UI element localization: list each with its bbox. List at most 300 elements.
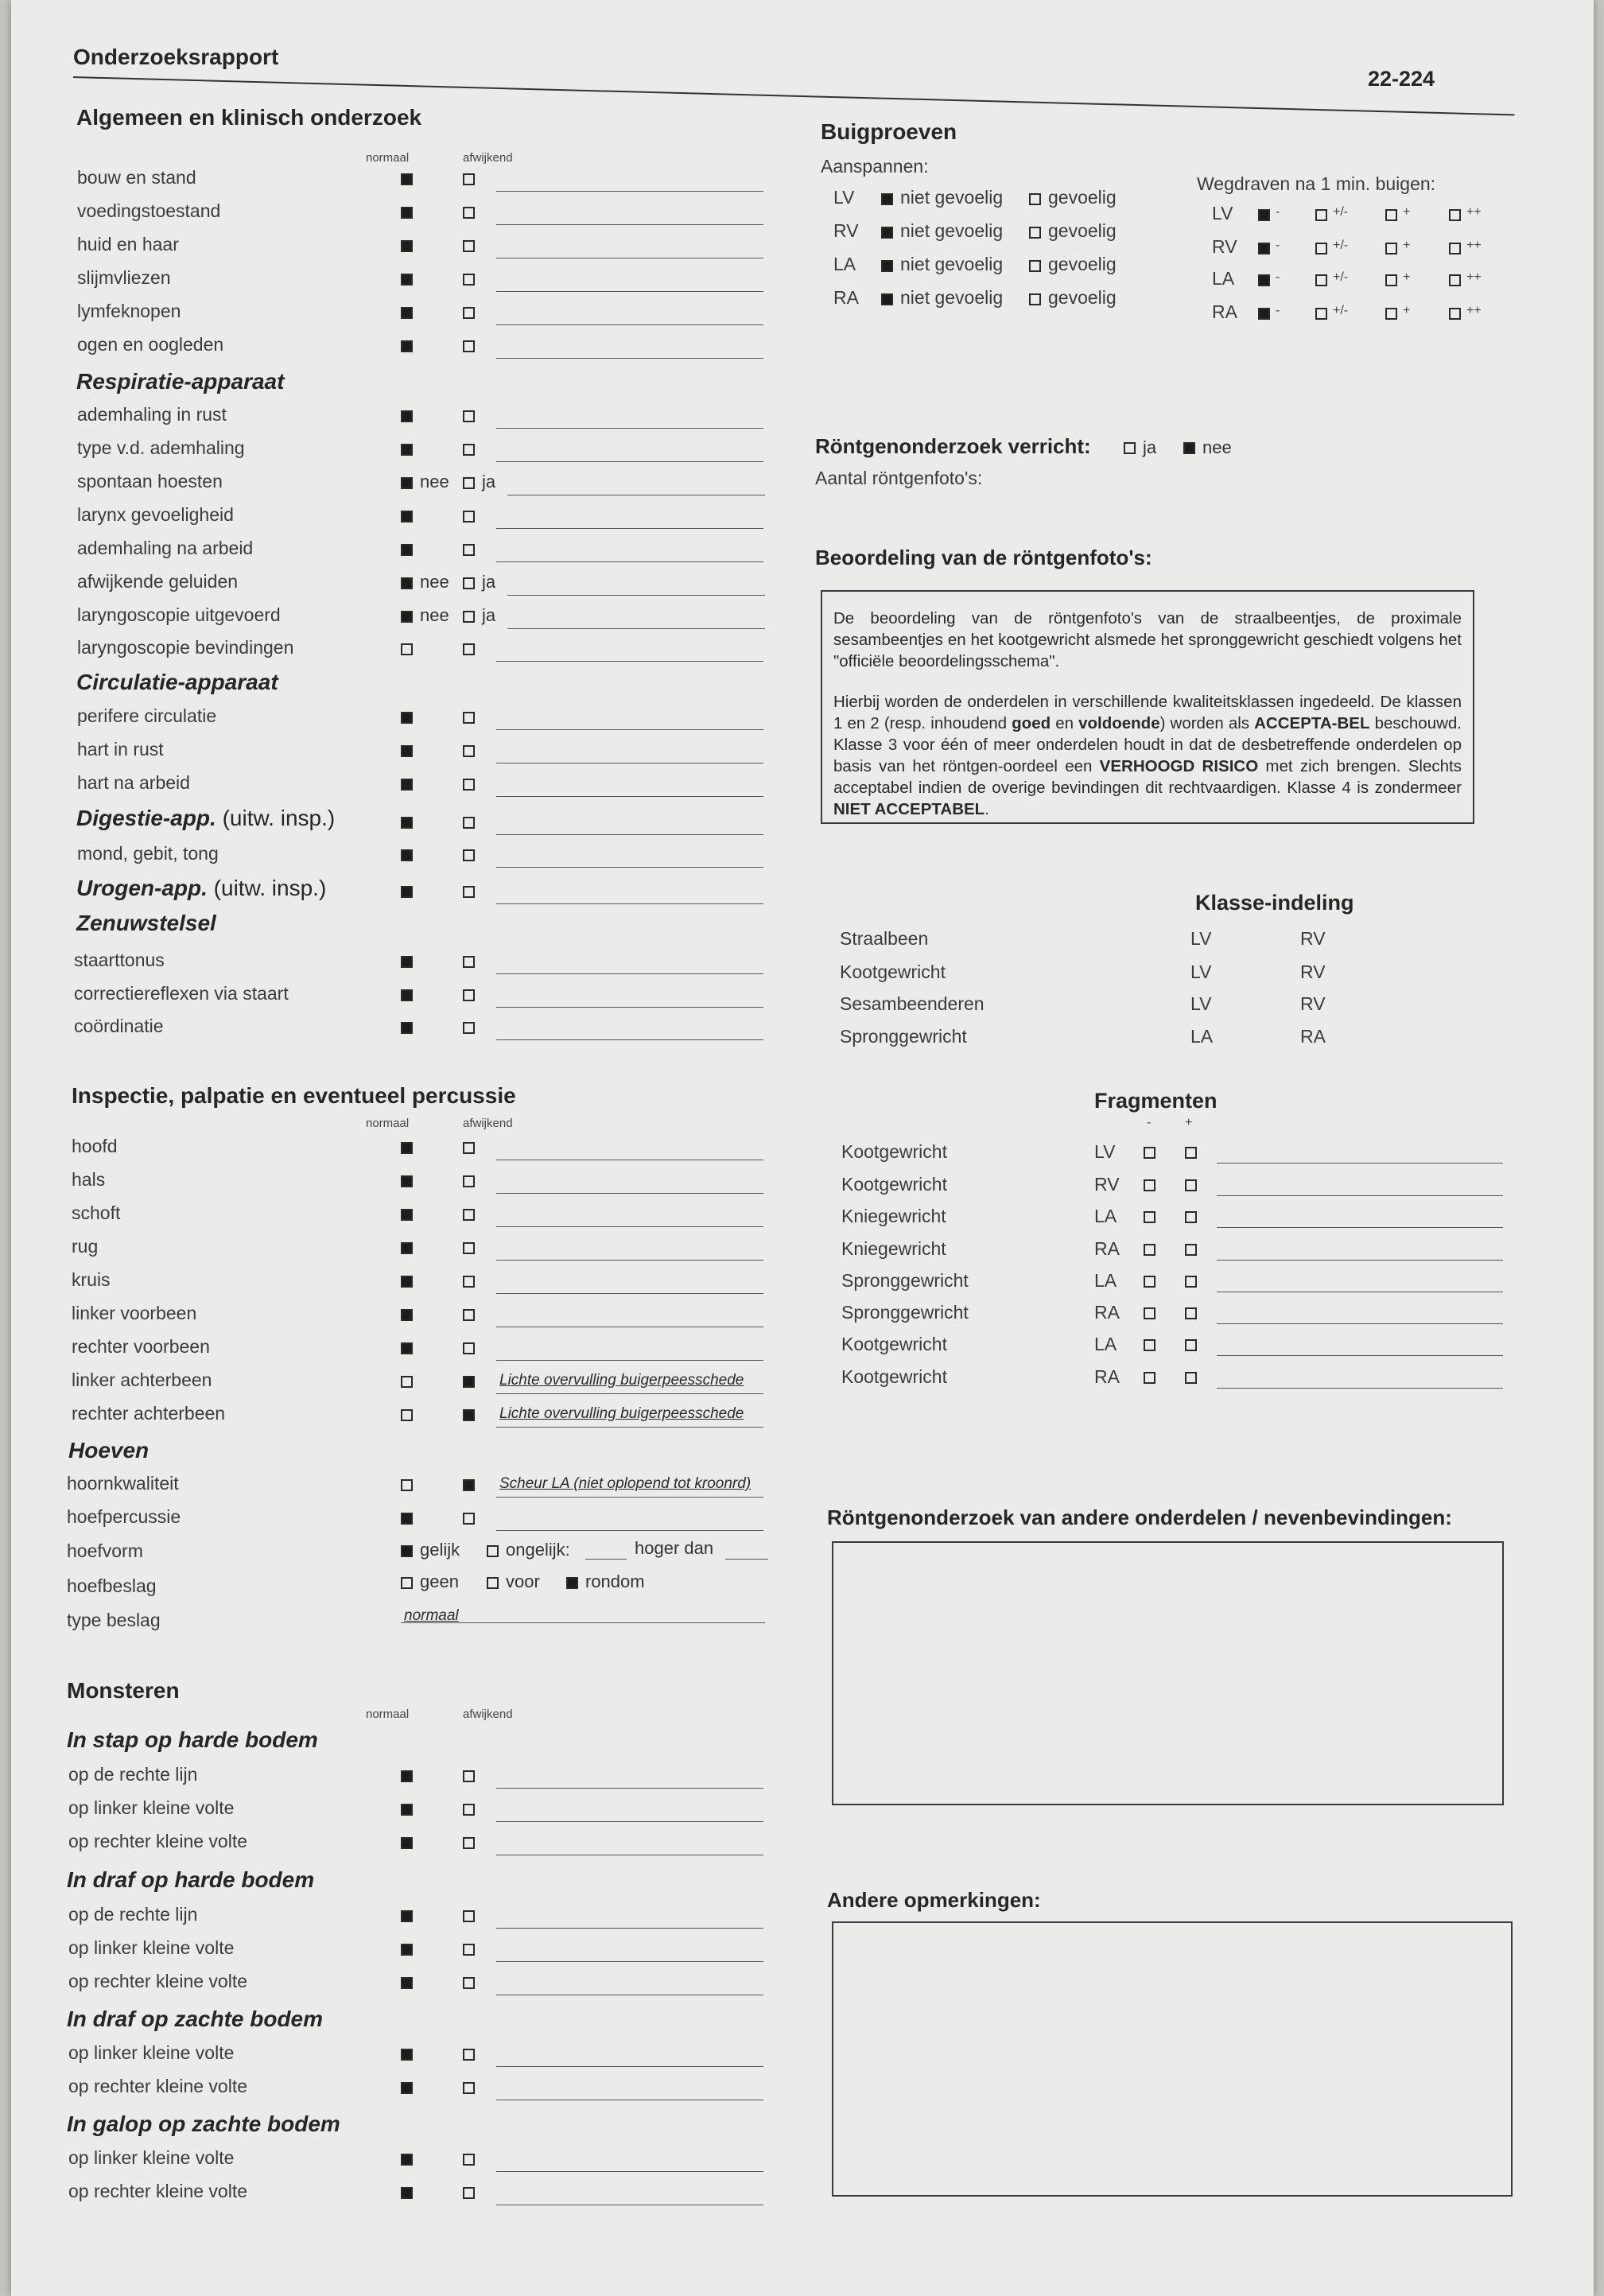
row-label: op rechter kleine volte [68, 1971, 248, 1991]
option-nee: nee [420, 472, 449, 491]
answer-line[interactable] [496, 528, 763, 529]
answer-line[interactable] [496, 428, 763, 429]
row-label: op rechter kleine volte [68, 2181, 248, 2201]
digestie-title-text: Digestie-app. [76, 806, 216, 830]
col-header-normaal: normaal [366, 151, 410, 165]
option-ja: ja [482, 605, 496, 625]
row-label: laryngoscopie bevindingen [77, 637, 294, 658]
option-ja: ja [482, 472, 496, 491]
wegdraven-option: + [1403, 304, 1411, 317]
klasse-right-leg: RV [1300, 928, 1326, 949]
fragment-leg: RV [1094, 1174, 1120, 1195]
row-label: bouw en stand [77, 167, 196, 188]
checkbox-afwijkend[interactable] [463, 444, 475, 456]
checkbox-afwijkend[interactable] [463, 1209, 475, 1221]
section-title-opmerkingen: Andere opmerkingen: [827, 1888, 1041, 1912]
answer-line[interactable] [496, 1226, 763, 1227]
answer-line[interactable] [507, 595, 765, 596]
checkbox-fragment-minus[interactable] [1144, 1339, 1155, 1351]
checkbox-normaal[interactable] [401, 544, 413, 556]
answer-line[interactable] [496, 358, 763, 359]
checkbox-wegdraven[interactable] [1385, 209, 1397, 221]
checkbox-fragment-minus[interactable] [1144, 1307, 1155, 1319]
checkbox-normaal[interactable] [401, 886, 413, 898]
fragment-line[interactable] [1217, 1227, 1503, 1228]
answer-line[interactable] [496, 661, 763, 662]
checkbox-afwijkend[interactable] [463, 745, 475, 757]
klasse-row-label: Kootgewricht [840, 962, 946, 982]
checkbox-normaal[interactable] [401, 643, 413, 655]
checkbox-afwijkend[interactable] [463, 2049, 475, 2061]
beoordeling-text-h: VERHOOGD RISICO [1099, 757, 1259, 775]
option-rondom: rondom [585, 1571, 645, 1591]
checkbox-normaal[interactable] [401, 511, 413, 523]
fragment-row-label: Kniegewricht [841, 1238, 946, 1259]
beoordeling-text-j: NIET ACCEPTABEL [833, 800, 985, 818]
section-title-beoordeling: Beoordeling van de röntgenfoto's: [815, 546, 1152, 569]
checkbox-wegdraven[interactable] [1449, 274, 1461, 286]
answer-line[interactable] [496, 1193, 763, 1194]
checkbox-normaal[interactable] [401, 1479, 413, 1491]
checkbox-wegdraven[interactable] [1385, 274, 1397, 286]
option-gevoelig: gevoelig [1048, 187, 1117, 208]
answer-line[interactable] [496, 1393, 763, 1394]
checkbox-normaal[interactable] [401, 1944, 413, 1956]
leg-label: RV [1212, 236, 1237, 257]
checkbox-fragment-plus[interactable] [1185, 1244, 1197, 1256]
checkbox-geen[interactable] [401, 1577, 413, 1589]
row-label: ademhaling in rust [77, 404, 227, 425]
checkbox-normaal[interactable] [401, 274, 413, 286]
fragment-leg: RA [1094, 1366, 1120, 1387]
checkbox-rontgen-ja[interactable] [1124, 442, 1136, 454]
checkbox-fragment-minus[interactable] [1144, 1211, 1155, 1223]
section-title-zenuwstelsel: Zenuwstelsel [76, 911, 216, 935]
checkbox-normaal[interactable] [401, 444, 413, 456]
leg-label: LA [833, 254, 856, 274]
fragment-row-label: Kootgewricht [841, 1334, 947, 1354]
checkbox-normaal[interactable] [401, 1022, 413, 1034]
row-label: linker voorbeen [72, 1303, 197, 1323]
answer-line[interactable] [496, 324, 763, 325]
checkbox-afwijkend[interactable] [463, 1513, 475, 1525]
urogen-title-text: Urogen-app. [76, 876, 208, 900]
klasse-left-leg: LA [1190, 1026, 1214, 1047]
checkbox-normaal[interactable] [401, 1309, 413, 1321]
wegdraven-option: - [1276, 205, 1280, 219]
answer-line[interactable] [496, 1260, 763, 1261]
wegdraven-option: + [1403, 205, 1411, 219]
answer-line[interactable] [496, 1007, 763, 1008]
row-label: hoofd [72, 1136, 118, 1156]
klasse-row-label: Straalbeen [840, 928, 929, 949]
checkbox-normaal[interactable] [401, 817, 413, 829]
checkbox-afwijkend[interactable] [463, 1342, 475, 1354]
row-label: hoefvorm [67, 1540, 143, 1561]
checkbox-afwijkend[interactable] [463, 1242, 475, 1254]
checkbox-wegdraven[interactable] [1449, 243, 1461, 254]
section-title-buigproeven: Buigproeven [821, 119, 957, 144]
checkbox-normaal[interactable] [401, 1242, 413, 1254]
checkbox-normaal[interactable] [401, 340, 413, 352]
row-label: type v.d. ademhaling [77, 437, 245, 458]
urogen-suffix: (uitw. insp.) [213, 876, 327, 900]
option-nee: nee [1202, 437, 1232, 457]
checkbox-afwijkend[interactable] [463, 886, 475, 898]
checkbox-afwijkend[interactable] [463, 1837, 475, 1849]
checkbox-afwijkend[interactable] [463, 340, 475, 352]
checkbox-afwijkend[interactable] [463, 1409, 475, 1421]
answer-line[interactable] [496, 191, 763, 192]
row-label: hoornkwaliteit [67, 1473, 179, 1494]
checkbox-wegdraven[interactable] [1315, 274, 1327, 286]
checkbox-wegdraven[interactable] [1258, 209, 1270, 221]
section-title-algemeen: Algemeen en klinisch onderzoek [76, 105, 422, 130]
checkbox-fragment-plus[interactable] [1185, 1147, 1197, 1159]
hoger-dan-line[interactable] [725, 1559, 768, 1560]
checkbox-afwijkend[interactable] [463, 1022, 475, 1034]
checkbox-normaal[interactable] [401, 1376, 413, 1388]
row-label: rechter achterbeen [72, 1403, 226, 1424]
col-header-afwijkend: afwijkend [463, 1707, 513, 1721]
row-label: spontaan hoesten [77, 471, 223, 491]
answer-line[interactable] [496, 224, 763, 225]
checkbox-normaal[interactable] [401, 1910, 413, 1922]
checkbox-wegdraven[interactable] [1258, 308, 1270, 320]
answer-line[interactable] [496, 1497, 763, 1498]
section-title-fragmenten: Fragmenten [1094, 1089, 1218, 1113]
row-label: hoefbeslag [67, 1575, 157, 1596]
fragment-row-label: Kootgewricht [841, 1141, 947, 1162]
checkbox-fragment-minus[interactable] [1144, 1372, 1155, 1384]
checkbox-afwijkend[interactable] [463, 173, 475, 185]
answer-line[interactable] [496, 561, 763, 562]
answer-line[interactable] [496, 2066, 763, 2067]
answer-line[interactable] [496, 973, 763, 974]
checkbox-afwijkend[interactable] [463, 1804, 475, 1816]
answer-line[interactable] [496, 903, 763, 904]
checkbox-afwijkend[interactable] [463, 989, 475, 1001]
checkbox-normaal[interactable] [401, 1513, 413, 1525]
wegdraven-option: +/- [1333, 304, 1349, 317]
row-label: hart in rust [77, 739, 164, 760]
checkbox-wegdraven[interactable] [1258, 274, 1270, 286]
row-label: op rechter kleine volte [68, 2076, 248, 2096]
option-gevoelig: gevoelig [1048, 254, 1117, 274]
checkbox-afwijkend[interactable] [463, 544, 475, 556]
row-label: hoefpercussie [67, 1506, 181, 1527]
section-title-klasse: Klasse-indeling [1195, 891, 1354, 915]
checkbox-normaal[interactable] [401, 240, 413, 252]
answer-line[interactable] [496, 729, 763, 730]
checkbox-gevoelig[interactable] [1029, 293, 1041, 305]
checkbox-niet-gevoelig[interactable] [881, 260, 893, 272]
col-header-normaal: normaal [366, 1707, 410, 1721]
checkbox-gelijk[interactable] [401, 1545, 413, 1557]
checkbox-fragment-plus[interactable] [1185, 1179, 1197, 1191]
checkbox-wegdraven[interactable] [1315, 243, 1327, 254]
answer-line[interactable] [496, 1360, 763, 1361]
checkbox-afwijkend[interactable] [463, 2187, 475, 2199]
klasse-right-leg: RA [1300, 1026, 1326, 1047]
checkbox-wegdraven[interactable] [1385, 243, 1397, 254]
report-number: 22-224 [1368, 67, 1435, 91]
col-header-normaal: normaal [366, 1117, 410, 1130]
section-title-urogen [76, 876, 326, 901]
row-label: perifere circulatie [77, 705, 217, 726]
wegdraven-option: + [1403, 239, 1411, 252]
fragment-row-label: Spronggewricht [841, 1302, 969, 1323]
checkbox-afwijkend[interactable] [463, 511, 475, 523]
checkbox-rondom[interactable] [566, 1577, 578, 1589]
beoordeling-paragraph-1: De beoordeling van de röntgenfoto's van de straalbeentjes, de proximale sesambeentjes en het kootgewricht alsmede het spronggewricht geschiedt volgens het "officiële beoordelingsschema". [833, 609, 1462, 670]
beoordeling-paragraph-2 [833, 691, 1462, 820]
checkbox-normaal[interactable] [401, 1770, 413, 1782]
answer-line[interactable] [496, 1039, 763, 1040]
checkbox-normaal[interactable] [401, 779, 413, 791]
checkbox-afwijkend[interactable] [463, 1376, 475, 1388]
checkbox-afwijkend[interactable] [463, 849, 475, 861]
klasse-left-leg: LV [1190, 962, 1212, 982]
option-voor: voor [506, 1571, 540, 1591]
fragment-leg: LA [1094, 1270, 1117, 1291]
checkbox-ja[interactable] [463, 477, 475, 489]
beoordeling-text-a: Hierbij worden de onderdelen in verschillende kwaliteitsklassen ingedeeld. De klassen 1 en 2 (resp. inhoudend [833, 693, 1462, 732]
page-title: Onderzoeksrapport [73, 45, 279, 69]
checkbox-normaal[interactable] [401, 2082, 413, 2094]
monster-group-title: In galop op zachte bodem [67, 2111, 340, 2136]
checkbox-normaal[interactable] [401, 745, 413, 757]
checkbox-fragment-minus[interactable] [1144, 1276, 1155, 1288]
klasse-right-leg: RV [1300, 993, 1326, 1014]
section-title-monsteren: Monsteren [67, 1678, 180, 1703]
checkbox-fragment-minus[interactable] [1144, 1244, 1155, 1256]
fragment-line[interactable] [1217, 1388, 1503, 1389]
checkbox-afwijkend[interactable] [463, 1479, 475, 1491]
option-gelijk: gelijk [420, 1540, 460, 1560]
answer-line[interactable] [507, 628, 765, 629]
checkbox-afwijkend[interactable] [463, 2082, 475, 2094]
wegdraven-option: - [1276, 239, 1280, 252]
checkbox-voor[interactable] [487, 1577, 499, 1589]
checkbox-normaal[interactable] [401, 2049, 413, 2061]
beoordeling-box [821, 590, 1474, 824]
option-gevoelig: gevoelig [1048, 287, 1117, 308]
fragment-line[interactable] [1217, 1195, 1503, 1196]
checkbox-wegdraven[interactable] [1315, 209, 1327, 221]
checkbox-afwijkend[interactable] [463, 307, 475, 319]
fragment-leg: RA [1094, 1238, 1120, 1259]
checkbox-wegdraven[interactable] [1258, 243, 1270, 254]
row-label: rechter voorbeen [72, 1336, 210, 1357]
answer-line[interactable] [496, 1928, 763, 1929]
wegdraven-option: + [1403, 270, 1411, 284]
checkbox-normaal[interactable] [401, 307, 413, 319]
checkbox-afwijkend[interactable] [463, 817, 475, 829]
checkbox-afwijkend[interactable] [463, 274, 475, 286]
row-label: type beslag [67, 1610, 161, 1630]
opmerkingen-box[interactable] [832, 1921, 1513, 2197]
row-label: laryngoscopie uitgevoerd [77, 604, 281, 625]
checkbox-wegdraven[interactable] [1315, 308, 1327, 320]
checkbox-fragment-plus[interactable] [1185, 1211, 1197, 1223]
answer-line[interactable] [496, 834, 763, 835]
beoordeling-text-c: en [1051, 714, 1079, 732]
checkbox-afwijkend[interactable] [463, 779, 475, 791]
answer-line[interactable] [496, 1427, 763, 1428]
option-niet-gevoelig: niet gevoelig [900, 220, 1004, 241]
beoordeling-text-b: goed [1012, 714, 1051, 732]
checkbox-gevoelig[interactable] [1029, 260, 1041, 272]
checkbox-normaal[interactable] [401, 1175, 413, 1187]
fragment-line[interactable] [1217, 1260, 1503, 1261]
checkbox-normaal[interactable] [401, 712, 413, 724]
checkbox-niet-gevoelig[interactable] [881, 227, 893, 239]
checkbox-normaal[interactable] [401, 173, 413, 185]
leg-label: LV [1212, 203, 1233, 223]
nevenbevindingen-box[interactable] [832, 1541, 1504, 1805]
row-label: mond, gebit, tong [77, 843, 219, 864]
wegdraven-option: ++ [1466, 270, 1482, 284]
checkbox-normaal[interactable] [401, 1409, 413, 1421]
checkbox-afwijkend[interactable] [463, 1910, 475, 1922]
row-label: larynx gevoeligheid [77, 504, 234, 525]
checkbox-ja[interactable] [463, 577, 475, 589]
answer-line[interactable] [496, 291, 763, 292]
answer-line[interactable] [496, 1293, 763, 1294]
checkbox-fragment-plus[interactable] [1185, 1372, 1197, 1384]
answer-line[interactable] [496, 1530, 763, 1531]
option-niet-gevoelig: niet gevoelig [900, 287, 1004, 308]
beoordeling-text-i: met zich brengen. Slechts acceptabel indien de overige bevindingen dit rechtvaardigen. Klasse 4 is zondermeer [833, 757, 1462, 797]
checkbox-normaal[interactable] [401, 956, 413, 968]
checkbox-ja[interactable] [463, 611, 475, 623]
checkbox-afwijkend[interactable] [463, 1309, 475, 1321]
checkbox-fragment-minus[interactable] [1144, 1147, 1155, 1159]
checkbox-afwijkend[interactable] [463, 2154, 475, 2166]
checkbox-nee[interactable] [401, 477, 413, 489]
checkbox-fragment-plus[interactable] [1185, 1276, 1197, 1288]
aanspannen-label: Aanspannen: [821, 156, 929, 177]
row-label: op linker kleine volte [68, 1937, 235, 1958]
checkbox-nee[interactable] [401, 611, 413, 623]
klasse-row-label: Spronggewricht [840, 1026, 967, 1047]
answer-line[interactable] [496, 2171, 763, 2172]
checkbox-wegdraven[interactable] [1385, 308, 1397, 320]
fragment-leg: LA [1094, 1206, 1117, 1226]
row-label: op linker kleine volte [68, 2147, 235, 2168]
checkbox-afwijkend[interactable] [463, 1276, 475, 1288]
fragmenten-plus-header: + [1185, 1116, 1193, 1129]
checkbox-wegdraven[interactable] [1449, 308, 1461, 320]
checkbox-gevoelig[interactable] [1029, 227, 1041, 239]
checkbox-normaal[interactable] [401, 1837, 413, 1849]
checkbox-normaal[interactable] [401, 1142, 413, 1154]
answer-line[interactable] [496, 1821, 763, 1822]
finding-note: Scheur LA (niet oplopend tot kroonrd) [499, 1475, 752, 1492]
checkbox-niet-gevoelig[interactable] [881, 293, 893, 305]
checkbox-afwijkend[interactable] [463, 1944, 475, 1956]
checkbox-ongelijk[interactable] [487, 1545, 499, 1557]
row-label: hals [72, 1169, 106, 1190]
checkbox-gevoelig[interactable] [1029, 193, 1041, 205]
checkbox-afwijkend[interactable] [463, 1770, 475, 1782]
beoordeling-text-f: ACCEPTA-BEL [1254, 714, 1370, 732]
row-label: op rechter kleine volte [68, 1831, 248, 1851]
monster-group-title: In stap op harde bodem [67, 1727, 318, 1752]
checkbox-wegdraven[interactable] [1449, 209, 1461, 221]
finding-note: Lichte overvulling buigerpeesschede [499, 1372, 744, 1389]
checkbox-afwijkend[interactable] [463, 207, 475, 219]
fragment-line[interactable] [1217, 1163, 1503, 1164]
checkbox-fragment-minus[interactable] [1144, 1179, 1155, 1191]
checkbox-normaal[interactable] [401, 1209, 413, 1221]
answer-line[interactable] [496, 867, 763, 868]
checkbox-afwijkend[interactable] [463, 1977, 475, 1989]
option-niet-gevoelig: niet gevoelig [900, 187, 1004, 208]
row-label: op de rechte lijn [68, 1904, 198, 1925]
beoordeling-text-d: voldoende [1078, 714, 1160, 732]
option-nee: nee [420, 605, 449, 625]
checkbox-afwijkend[interactable] [463, 1142, 475, 1154]
checkbox-normaal[interactable] [401, 1804, 413, 1816]
section-title-andere-onderdelen: Röntgenonderzoek van andere onderdelen / nevenbevindingen: [827, 1505, 1452, 1529]
checkbox-normaal[interactable] [401, 1276, 413, 1288]
wegdraven-option: ++ [1466, 304, 1482, 317]
row-label: staarttonus [74, 950, 165, 970]
checkbox-normaal[interactable] [401, 1342, 413, 1354]
checkbox-nee[interactable] [401, 577, 413, 589]
checkbox-normaal[interactable] [401, 1977, 413, 1989]
checkbox-normaal[interactable] [401, 2187, 413, 2199]
checkbox-fragment-plus[interactable] [1185, 1307, 1197, 1319]
checkbox-afwijkend[interactable] [463, 1175, 475, 1187]
fragment-leg: RA [1094, 1302, 1120, 1323]
fragment-row-label: Kootgewricht [841, 1366, 947, 1387]
checkbox-afwijkend[interactable] [463, 712, 475, 724]
option-gevoelig: gevoelig [1048, 220, 1117, 241]
fragment-line[interactable] [1217, 1323, 1503, 1324]
checkbox-afwijkend[interactable] [463, 410, 475, 422]
ongelijk-line[interactable] [585, 1559, 627, 1560]
section-title-inspectie: Inspectie, palpatie en eventueel percussie [72, 1083, 516, 1108]
checkbox-afwijkend[interactable] [463, 643, 475, 655]
row-label: slijmvliezen [77, 267, 171, 288]
checkbox-niet-gevoelig[interactable] [881, 193, 893, 205]
type-beslag-line[interactable] [401, 1622, 765, 1623]
answer-line[interactable] [496, 796, 763, 797]
checkbox-normaal[interactable] [401, 410, 413, 422]
checkbox-normaal[interactable] [401, 989, 413, 1001]
checkbox-rontgen-nee[interactable] [1183, 442, 1195, 454]
leg-label: RA [833, 287, 859, 308]
fragment-row-label: Kniegewricht [841, 1206, 946, 1226]
checkbox-fragment-plus[interactable] [1185, 1339, 1197, 1351]
answer-line[interactable] [496, 461, 763, 462]
checkbox-normaal[interactable] [401, 207, 413, 219]
row-label: schoft [72, 1202, 121, 1223]
fragment-row-label: Spronggewricht [841, 1270, 969, 1291]
answer-line[interactable] [496, 1961, 763, 1962]
checkbox-normaal[interactable] [401, 2154, 413, 2166]
fragment-line[interactable] [1217, 1355, 1503, 1356]
row-label: hart na arbeid [77, 772, 190, 793]
row-label: op de rechte lijn [68, 1764, 198, 1785]
answer-line[interactable] [496, 1788, 763, 1789]
checkbox-normaal[interactable] [401, 849, 413, 861]
checkbox-afwijkend[interactable] [463, 240, 475, 252]
checkbox-afwijkend[interactable] [463, 956, 475, 968]
